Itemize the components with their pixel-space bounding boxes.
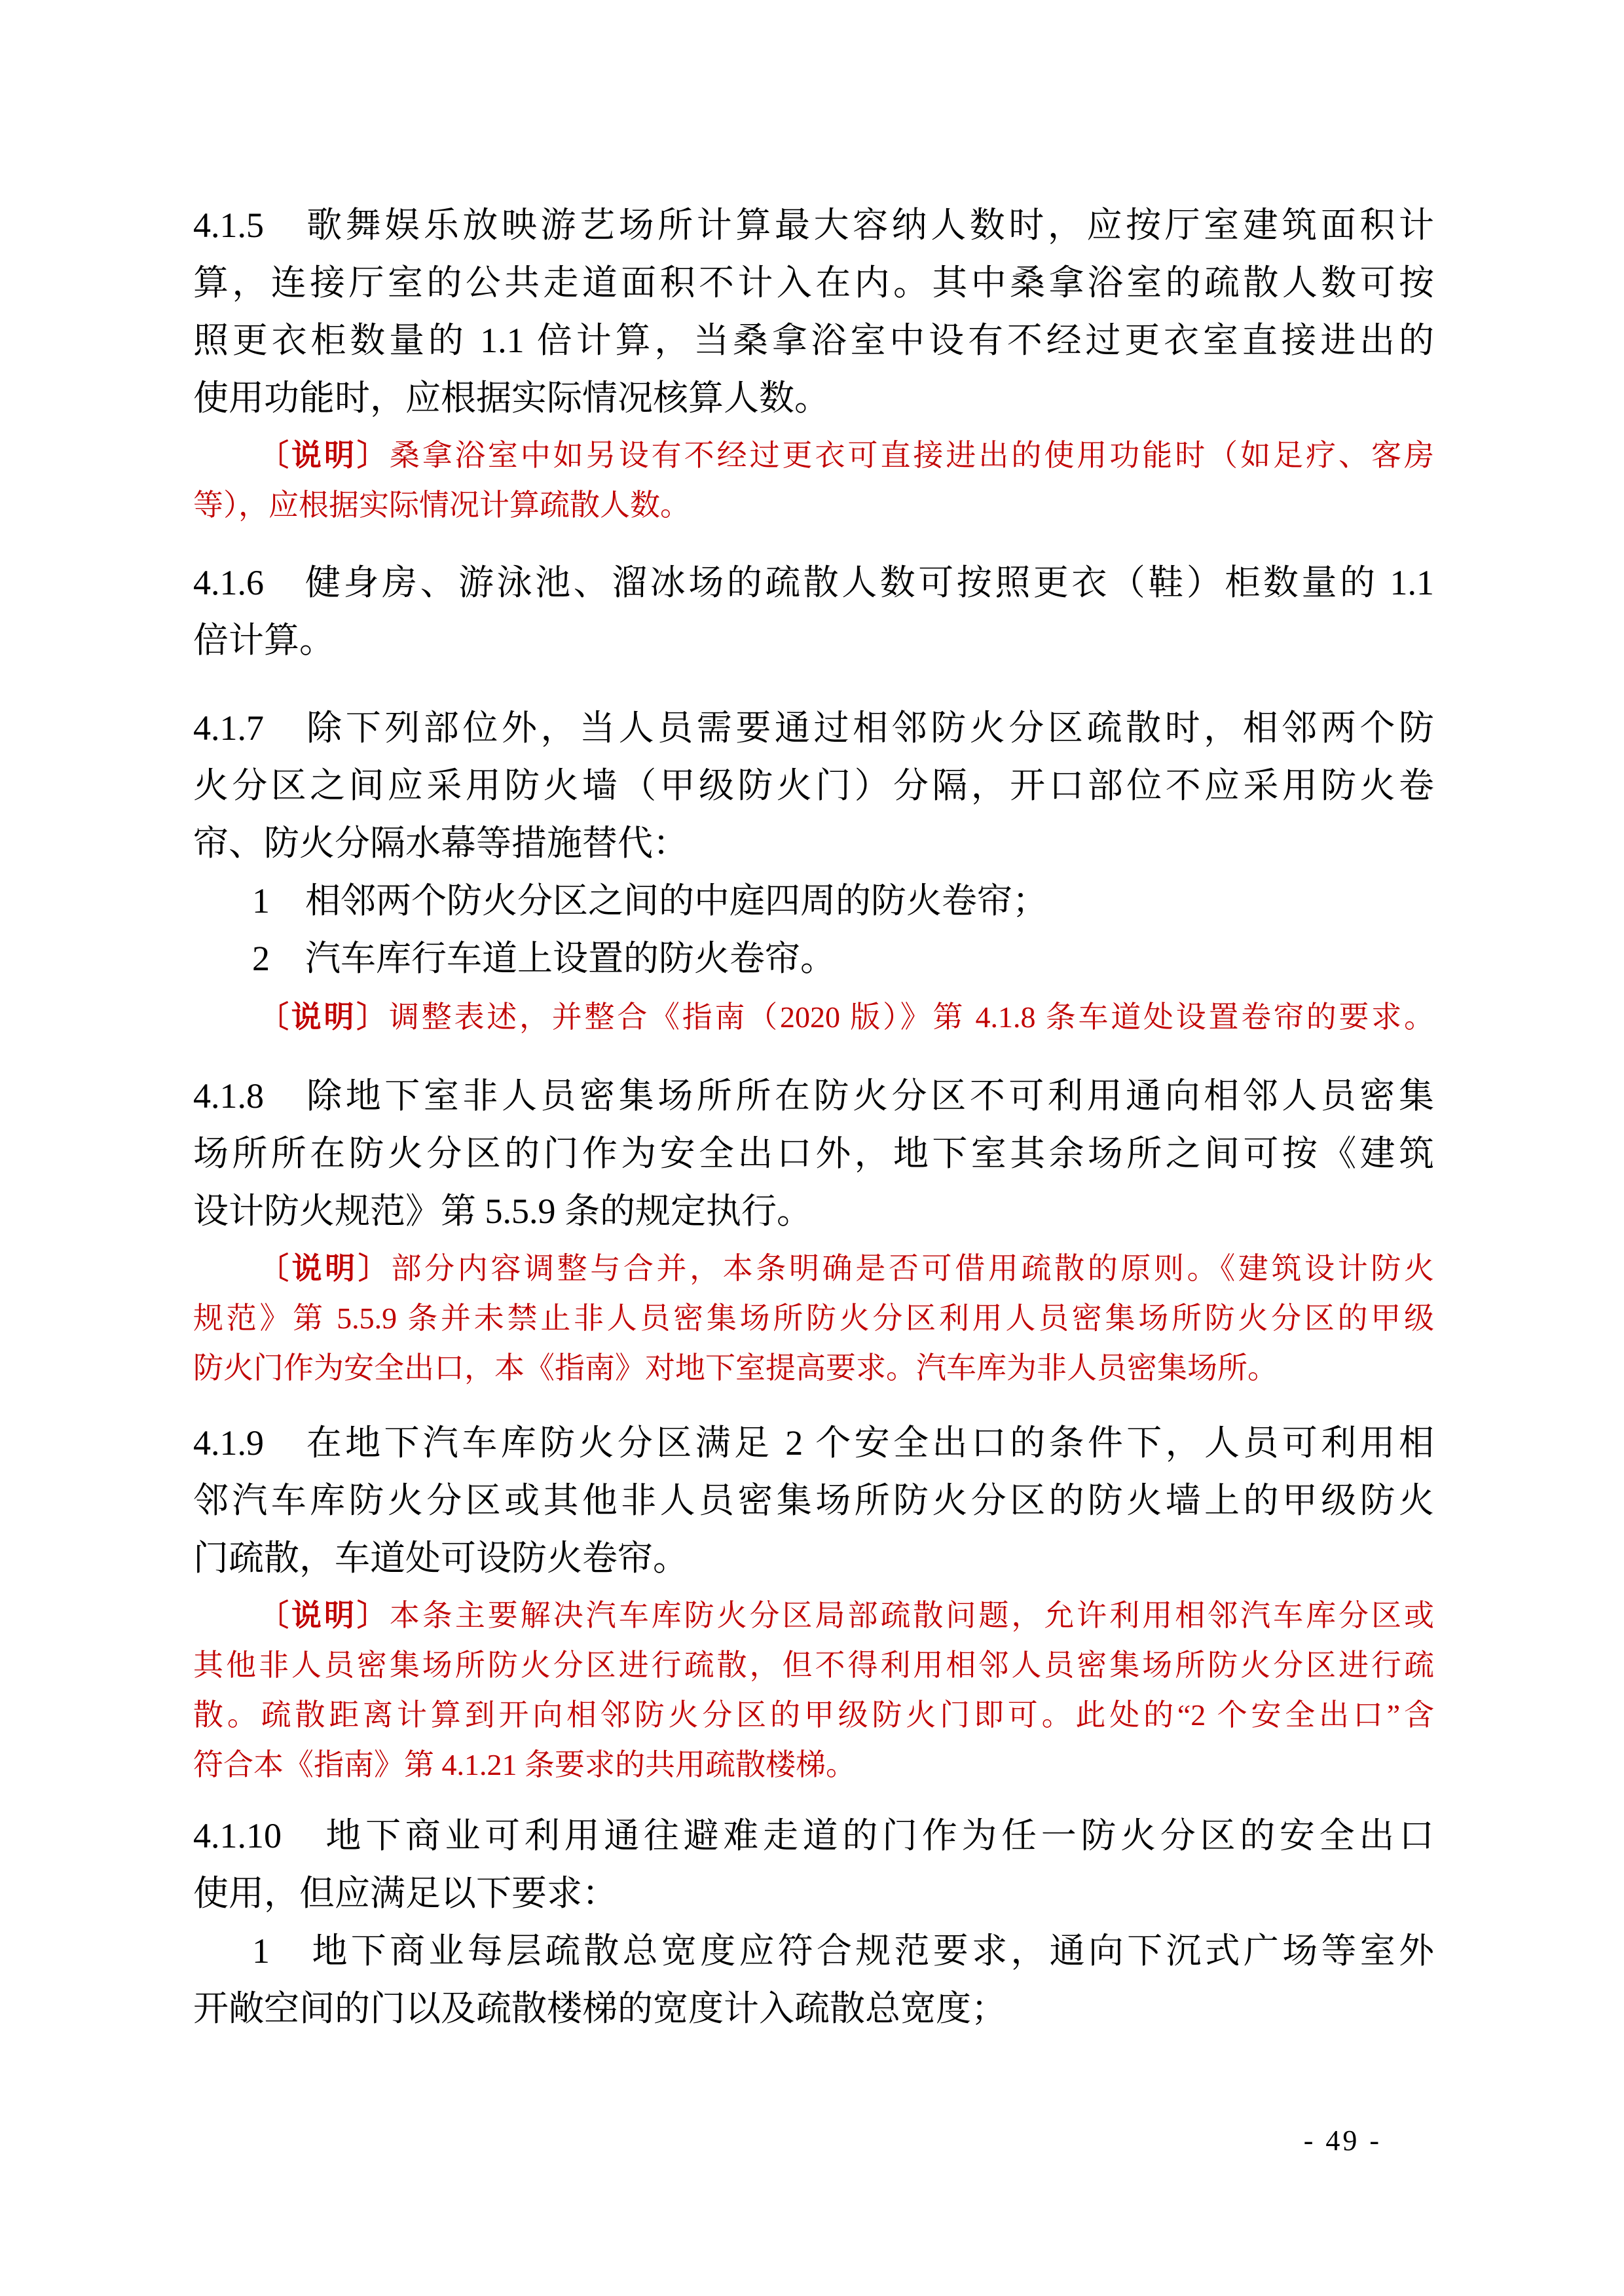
note-label: 〔说明〕: [259, 1252, 392, 1285]
note-line: [193, 993, 1434, 1042]
list-item-line: 1 相邻两个防火分区之间的中庭四周的防火卷帘；: [252, 881, 1048, 920]
note-label: 〔说明〕: [259, 439, 390, 472]
note-label: 〔说明〕: [259, 1599, 390, 1632]
body-line: 开敞空间的门以及疏散楼梯的宽度计入疏散总宽度；: [193, 1989, 1006, 2028]
note-4-1-5: [193, 431, 1434, 530]
section-4-1-10: [193, 1807, 1434, 2037]
document-content: [193, 196, 1434, 2037]
body-line: 邻汽车库防火分区或其他非人员密集场所防火分区的防火墙上的甲级防火: [193, 1481, 1434, 1520]
body-line: 4.1.9 在地下汽车库防火分区满足 2 个安全出口的条件下，人员可利用相: [193, 1423, 1434, 1463]
body-line: 倍计算。: [193, 621, 335, 660]
note-line: [193, 1244, 1434, 1294]
list-item-line: 2 汽车库行车道上设置的防火卷帘。: [252, 939, 836, 978]
note-4-1-9: [193, 1591, 1434, 1790]
note-4-1-8: [193, 1244, 1434, 1393]
note-text: 调整表述，并整合《指南（2020 版）》第 4.1.8 条车道处设置卷帘的要求。: [389, 1000, 1434, 1034]
body-line: 4.1.8 除地下室非人员密集场所所在防火分区不可利用通向相邻人员密集: [193, 1076, 1434, 1116]
note-label: 〔说明〕: [259, 1000, 389, 1034]
body-line: 4.1.6 健身房、游泳池、溜冰场的疏散人数可按照更衣（鞋）柜数量的 1.1: [193, 563, 1434, 602]
note-line: 散。疏散距离计算到开向相邻防火分区的甲级防火门即可。此处的“2 个安全出口”含: [193, 1698, 1434, 1732]
note-line: [193, 431, 1434, 481]
note-line: 其他非人员密集场所防火分区进行疏散，但不得利用相邻人员密集场所防火分区进行疏: [193, 1649, 1434, 1682]
body-line: 设计防火规范》第 5.5.9 条的规定执行。: [193, 1192, 812, 1231]
body-line: 照更衣柜数量的 1.1 倍计算，当桑拿浴室中设有不经过更衣室直接进出的: [193, 321, 1434, 360]
body-line: 4.1.10 地下商业可利用通往避难走道的门作为任一防火分区的安全出口: [193, 1816, 1434, 1855]
section-4-1-9: [193, 1414, 1434, 1587]
body-line: 场所所在防火分区的门作为安全出口外，地下室其余场所之间可按《建筑: [193, 1134, 1434, 1173]
body-line: 算，连接厅室的公共走道面积不计入在内。其中桑拿浴室的疏散人数可按: [193, 263, 1434, 302]
section-4-1-8: [193, 1067, 1434, 1240]
note-line: 防火门作为安全出口，本《指南》对地下室提高要求。汽车库为非人员密集场所。: [193, 1351, 1278, 1385]
note-text: 部分内容调整与合并，本条明确是否可借用疏散的原则。《建筑设计防火: [391, 1252, 1434, 1285]
body-line: 使用功能时，应根据实际情况核算人数。: [193, 378, 830, 418]
page-number: - 49 -: [1303, 2124, 1382, 2157]
section-4-1-7: [193, 699, 1434, 987]
section-4-1-6: [193, 554, 1434, 669]
body-line: 门疏散，车道处可设防火卷帘。: [193, 1539, 688, 1578]
note-line: 等），应根据实际情况计算疏散人数。: [193, 488, 690, 522]
list-item-line: 1 地下商业每层疏散总宽度应符合规范要求，通向下沉式广场等室外: [252, 1931, 1434, 1971]
note-text: 桑拿浴室中如另设有不经过更衣可直接进出的使用功能时（如足疗、客房: [389, 439, 1434, 472]
note-line: 符合本《指南》第 4.1.21 条要求的共用疏散楼梯。: [193, 1748, 856, 1781]
body-line: 火分区之间应采用防火墙（甲级防火门）分隔，开口部位不应采用防火卷: [193, 766, 1434, 805]
note-line: 规范》第 5.5.9 条并未禁止非人员密集场所防火分区利用人员密集场所防火分区的甲级: [193, 1302, 1434, 1335]
body-line: 使用，但应满足以下要求：: [193, 1874, 618, 1913]
body-line: 4.1.5 歌舞娱乐放映游艺场所计算最大容纳人数时，应按厅室建筑面积计: [193, 206, 1434, 245]
note-4-1-7: [193, 993, 1434, 1042]
note-text: 本条主要解决汽车库防火分区局部疏散问题，允许利用相邻汽车库分区或: [389, 1599, 1434, 1632]
body-line: 帘、防火分隔水幕等措施替代：: [193, 824, 688, 863]
note-line: [193, 1591, 1434, 1641]
section-4-1-5: [193, 196, 1434, 427]
body-line: 4.1.7 除下列部位外，当人员需要通过相邻防火分区疏散时，相邻两个防: [193, 708, 1434, 748]
